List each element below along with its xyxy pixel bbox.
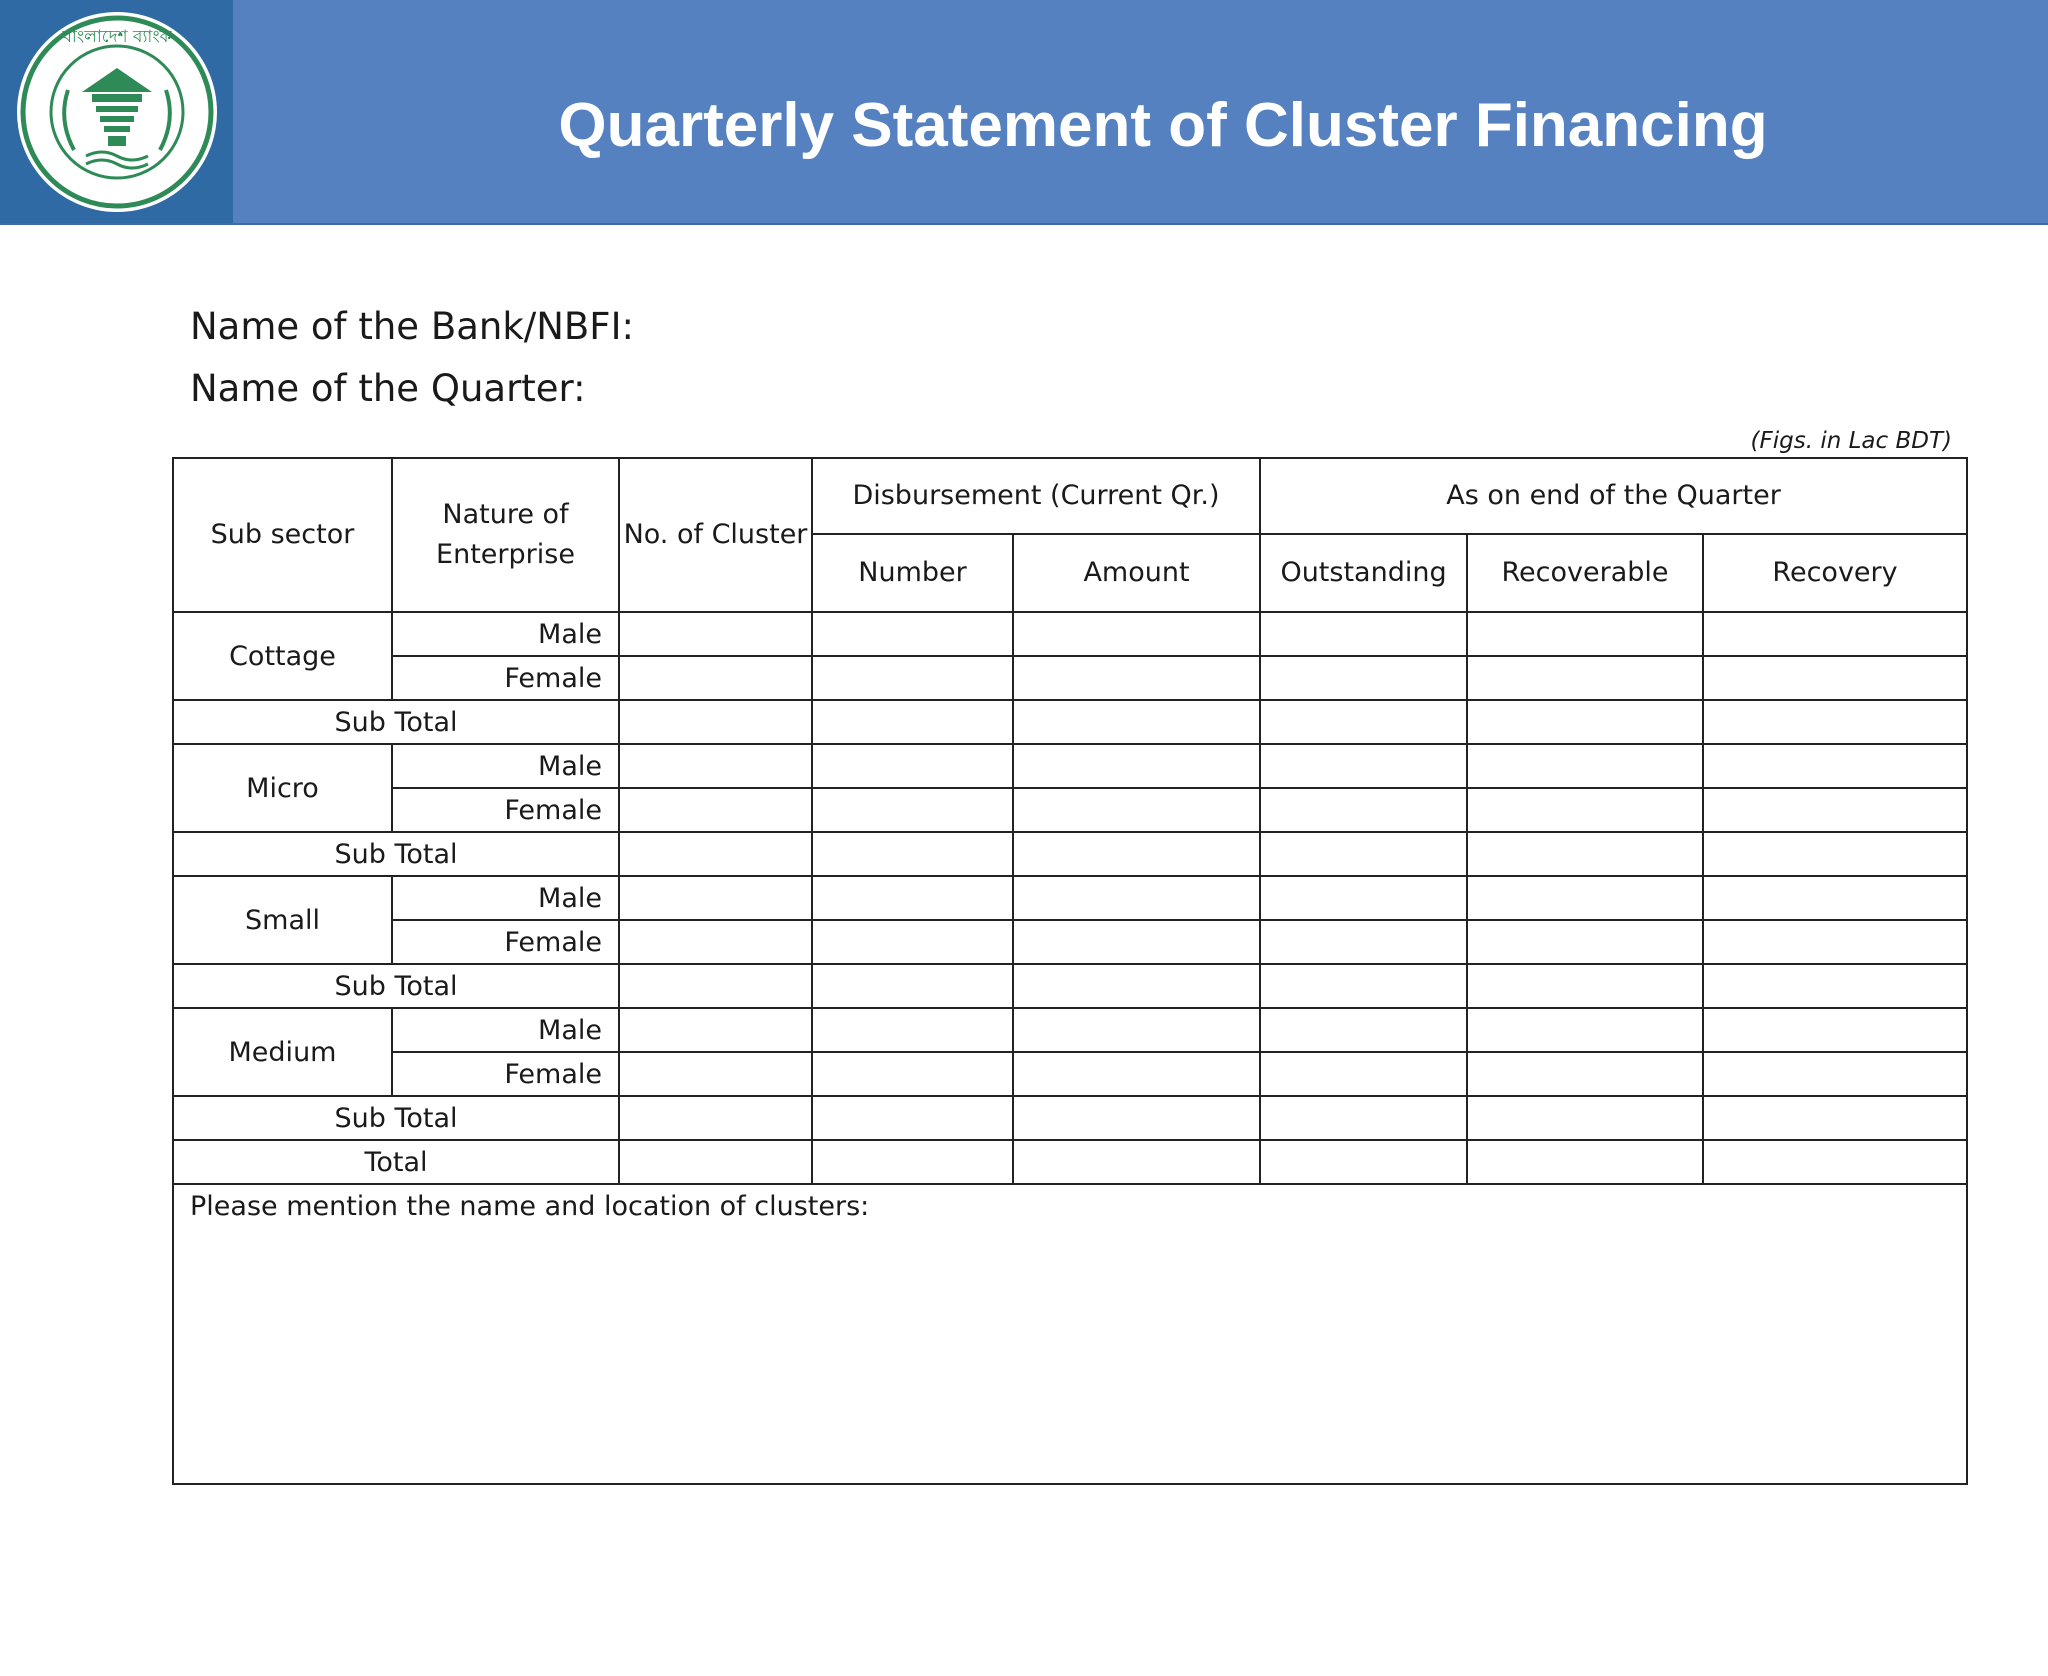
bank-seal-icon <box>12 10 222 214</box>
table-cell[interactable] <box>812 964 1013 1008</box>
table-cell[interactable] <box>812 832 1013 876</box>
table-row <box>173 1052 1967 1096</box>
subtotal-label: Sub Total <box>173 832 619 876</box>
header-number: Number <box>812 534 1013 612</box>
table-cell[interactable] <box>1013 1140 1260 1184</box>
table-cell[interactable] <box>1260 1008 1467 1052</box>
table-cell[interactable] <box>1013 656 1260 700</box>
subtotal-row <box>173 832 1967 876</box>
table-row <box>173 788 1967 832</box>
table-row <box>173 920 1967 964</box>
total-row <box>173 1140 1967 1184</box>
table-cell[interactable] <box>619 920 812 964</box>
table-cell[interactable] <box>1467 1140 1703 1184</box>
table-cell[interactable] <box>812 1008 1013 1052</box>
table-row <box>173 612 1967 656</box>
table-cell[interactable] <box>1013 1008 1260 1052</box>
table-cell[interactable] <box>1013 920 1260 964</box>
table-cell[interactable] <box>1013 744 1260 788</box>
bank-name-label: Name of the Bank/NBFI: <box>190 305 634 348</box>
total-label: Total <box>173 1140 619 1184</box>
table-cell[interactable] <box>1013 700 1260 744</box>
table-cell[interactable] <box>1260 700 1467 744</box>
table-cell[interactable] <box>619 964 812 1008</box>
table-cell[interactable] <box>1467 964 1703 1008</box>
units-note: (Figs. in Lac BDT) <box>1750 428 1952 454</box>
table-cell[interactable] <box>1703 1008 1967 1052</box>
notes-row <box>173 1184 1967 1484</box>
table-cell[interactable] <box>1013 1096 1260 1140</box>
enterprise-male: Male <box>392 876 619 920</box>
subtotal-row <box>173 964 1967 1008</box>
page-title: Quarterly Statement of Cluster Financing <box>558 91 1768 160</box>
subtotal-row <box>173 700 1967 744</box>
table-cell[interactable] <box>1467 612 1703 656</box>
table-cell[interactable] <box>812 788 1013 832</box>
table-cell[interactable] <box>1467 1096 1703 1140</box>
enterprise-male: Male <box>392 1008 619 1052</box>
enterprise-male: Male <box>392 744 619 788</box>
enterprise-female: Female <box>392 920 619 964</box>
table-cell[interactable] <box>1703 656 1967 700</box>
header-no-of-cluster: No. of Cluster <box>619 458 812 612</box>
subtotal-label: Sub Total <box>173 1096 619 1140</box>
table-cell[interactable] <box>619 788 812 832</box>
table-cell[interactable] <box>1260 964 1467 1008</box>
table-cell[interactable] <box>812 1052 1013 1096</box>
table-cell[interactable] <box>1703 920 1967 964</box>
table-cell[interactable] <box>1013 612 1260 656</box>
table-cell[interactable] <box>1467 1008 1703 1052</box>
sector-cottage: Cottage <box>173 612 392 700</box>
table-cell[interactable] <box>1260 1096 1467 1140</box>
table-cell[interactable] <box>619 1096 812 1140</box>
table-row <box>173 744 1967 788</box>
table-cell[interactable] <box>619 744 812 788</box>
cluster-notes-field[interactable] <box>173 1184 1967 1484</box>
table-cell[interactable] <box>1703 832 1967 876</box>
table-cell[interactable] <box>1703 964 1967 1008</box>
table-cell[interactable] <box>1467 700 1703 744</box>
table-cell[interactable] <box>619 700 812 744</box>
enterprise-female: Female <box>392 656 619 700</box>
table-cell[interactable] <box>1467 876 1703 920</box>
table-cell[interactable] <box>812 656 1013 700</box>
table-cell[interactable] <box>1260 876 1467 920</box>
table-cell[interactable] <box>619 876 812 920</box>
header-nature-of-enterprise: Nature of Enterprise <box>392 458 619 612</box>
enterprise-female: Female <box>392 788 619 832</box>
header-recovery: Recovery <box>1703 534 1967 612</box>
table-cell[interactable] <box>619 1052 812 1096</box>
table-cell[interactable] <box>1467 920 1703 964</box>
sector-medium: Medium <box>173 1008 392 1096</box>
table-row <box>173 656 1967 700</box>
table-cell[interactable] <box>1013 1052 1260 1096</box>
sector-small: Small <box>173 876 392 964</box>
header-quarter-end: As on end of the Quarter <box>1260 458 1967 534</box>
table-cell[interactable] <box>1703 1052 1967 1096</box>
table-cell[interactable] <box>1260 612 1467 656</box>
table-cell[interactable] <box>619 832 812 876</box>
table-cell[interactable] <box>1260 920 1467 964</box>
table-cell[interactable] <box>1260 656 1467 700</box>
table-cell[interactable] <box>1260 832 1467 876</box>
table-cell[interactable] <box>1703 1140 1967 1184</box>
svg-text:বাংলাদেশ ব্যাংক: বাংলাদেশ ব্যাংক <box>62 27 172 47</box>
enterprise-male: Male <box>392 612 619 656</box>
table-cell[interactable] <box>619 1140 812 1184</box>
table-cell[interactable] <box>812 1096 1013 1140</box>
table-cell[interactable] <box>1260 744 1467 788</box>
table-cell[interactable] <box>1703 788 1967 832</box>
table-cell[interactable] <box>619 612 812 656</box>
table-cell[interactable] <box>1703 612 1967 656</box>
quarter-name-label: Name of the Quarter: <box>190 367 586 410</box>
table-cell[interactable] <box>1703 744 1967 788</box>
table-row <box>173 876 1967 920</box>
table-cell[interactable] <box>1467 744 1703 788</box>
table-cell[interactable] <box>1467 1052 1703 1096</box>
table-cell[interactable] <box>1703 876 1967 920</box>
table-row <box>173 1008 1967 1052</box>
cluster-financing-table <box>172 457 1968 1485</box>
enterprise-female: Female <box>392 1052 619 1096</box>
header-band <box>0 0 2048 225</box>
logo <box>0 0 233 223</box>
table-cell[interactable] <box>619 656 812 700</box>
table-cell[interactable] <box>619 1008 812 1052</box>
subtotal-label: Sub Total <box>173 700 619 744</box>
table-cell[interactable] <box>1260 788 1467 832</box>
header-outstanding: Outstanding <box>1260 534 1467 612</box>
table-cell[interactable] <box>812 612 1013 656</box>
table-cell[interactable] <box>1013 964 1260 1008</box>
table-cell[interactable] <box>1013 832 1260 876</box>
table-cell[interactable] <box>1703 1096 1967 1140</box>
header-disbursement: Disbursement (Current Qr.) <box>812 458 1260 534</box>
table-cell[interactable] <box>1467 832 1703 876</box>
notes-label: Please mention the name and location of clusters: <box>190 1191 870 1222</box>
header-sub-sector: Sub sector <box>173 458 392 612</box>
subtotal-row <box>173 1096 1967 1140</box>
table-cell[interactable] <box>812 1140 1013 1184</box>
table-cell[interactable] <box>812 920 1013 964</box>
table-cell[interactable] <box>812 744 1013 788</box>
table-cell[interactable] <box>1467 656 1703 700</box>
sector-micro: Micro <box>173 744 392 832</box>
header-amount: Amount <box>1013 534 1260 612</box>
table-cell[interactable] <box>1260 1140 1467 1184</box>
table-cell[interactable] <box>812 700 1013 744</box>
header-recoverable: Recoverable <box>1467 534 1703 612</box>
table-cell[interactable] <box>812 876 1013 920</box>
table-cell[interactable] <box>1013 788 1260 832</box>
table-cell[interactable] <box>1467 788 1703 832</box>
table-cell[interactable] <box>1703 700 1967 744</box>
table-cell[interactable] <box>1013 876 1260 920</box>
subtotal-label: Sub Total <box>173 964 619 1008</box>
table-cell[interactable] <box>1260 1052 1467 1096</box>
